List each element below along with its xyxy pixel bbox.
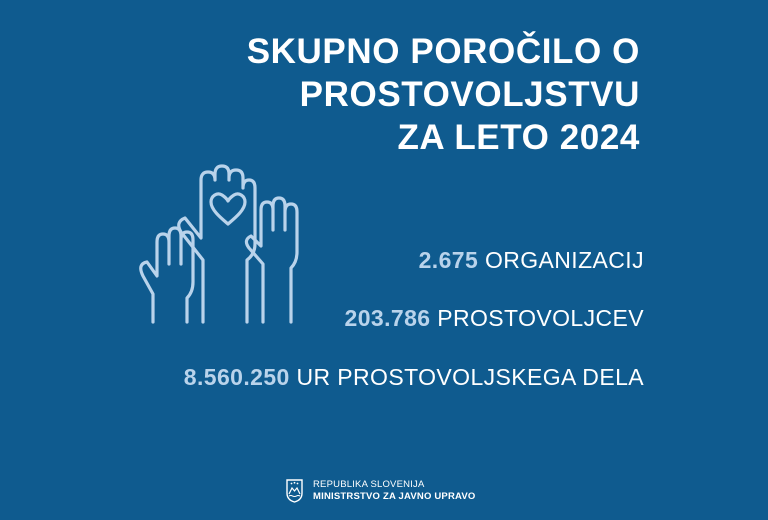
stat-number: 8.560.250 [183, 364, 290, 390]
ministry-footer [286, 476, 476, 506]
stat-label: PROSTOVOLJCEV [437, 305, 644, 331]
title-line-2: PROSTOVOLJSTVU [299, 75, 640, 114]
stat-label: UR PROSTOVOLJSKEGA DELA [296, 364, 644, 390]
raised-hands-heart-icon [133, 164, 301, 328]
page-title [120, 30, 640, 159]
stat-label: ORGANIZACIJ [484, 247, 644, 273]
title-line-3: ZA LETO 2024 [397, 118, 640, 157]
footer-line-2: MINISTRSTVO ZA JAVNO UPRAVO [313, 491, 476, 502]
stat-number: 2.675 [418, 247, 479, 273]
stat-volunteers [345, 305, 644, 332]
ministry-name [313, 479, 476, 503]
stat-number: 203.786 [344, 305, 431, 331]
stat-organizations [419, 247, 644, 274]
title-line-1: SKUPNO POROČILO O [246, 32, 640, 71]
slovenia-coat-of-arms-icon [286, 479, 303, 503]
footer-line-1: REPUBLIKA SLOVENIJA [313, 479, 425, 490]
stat-volunteer-hours [184, 364, 644, 391]
